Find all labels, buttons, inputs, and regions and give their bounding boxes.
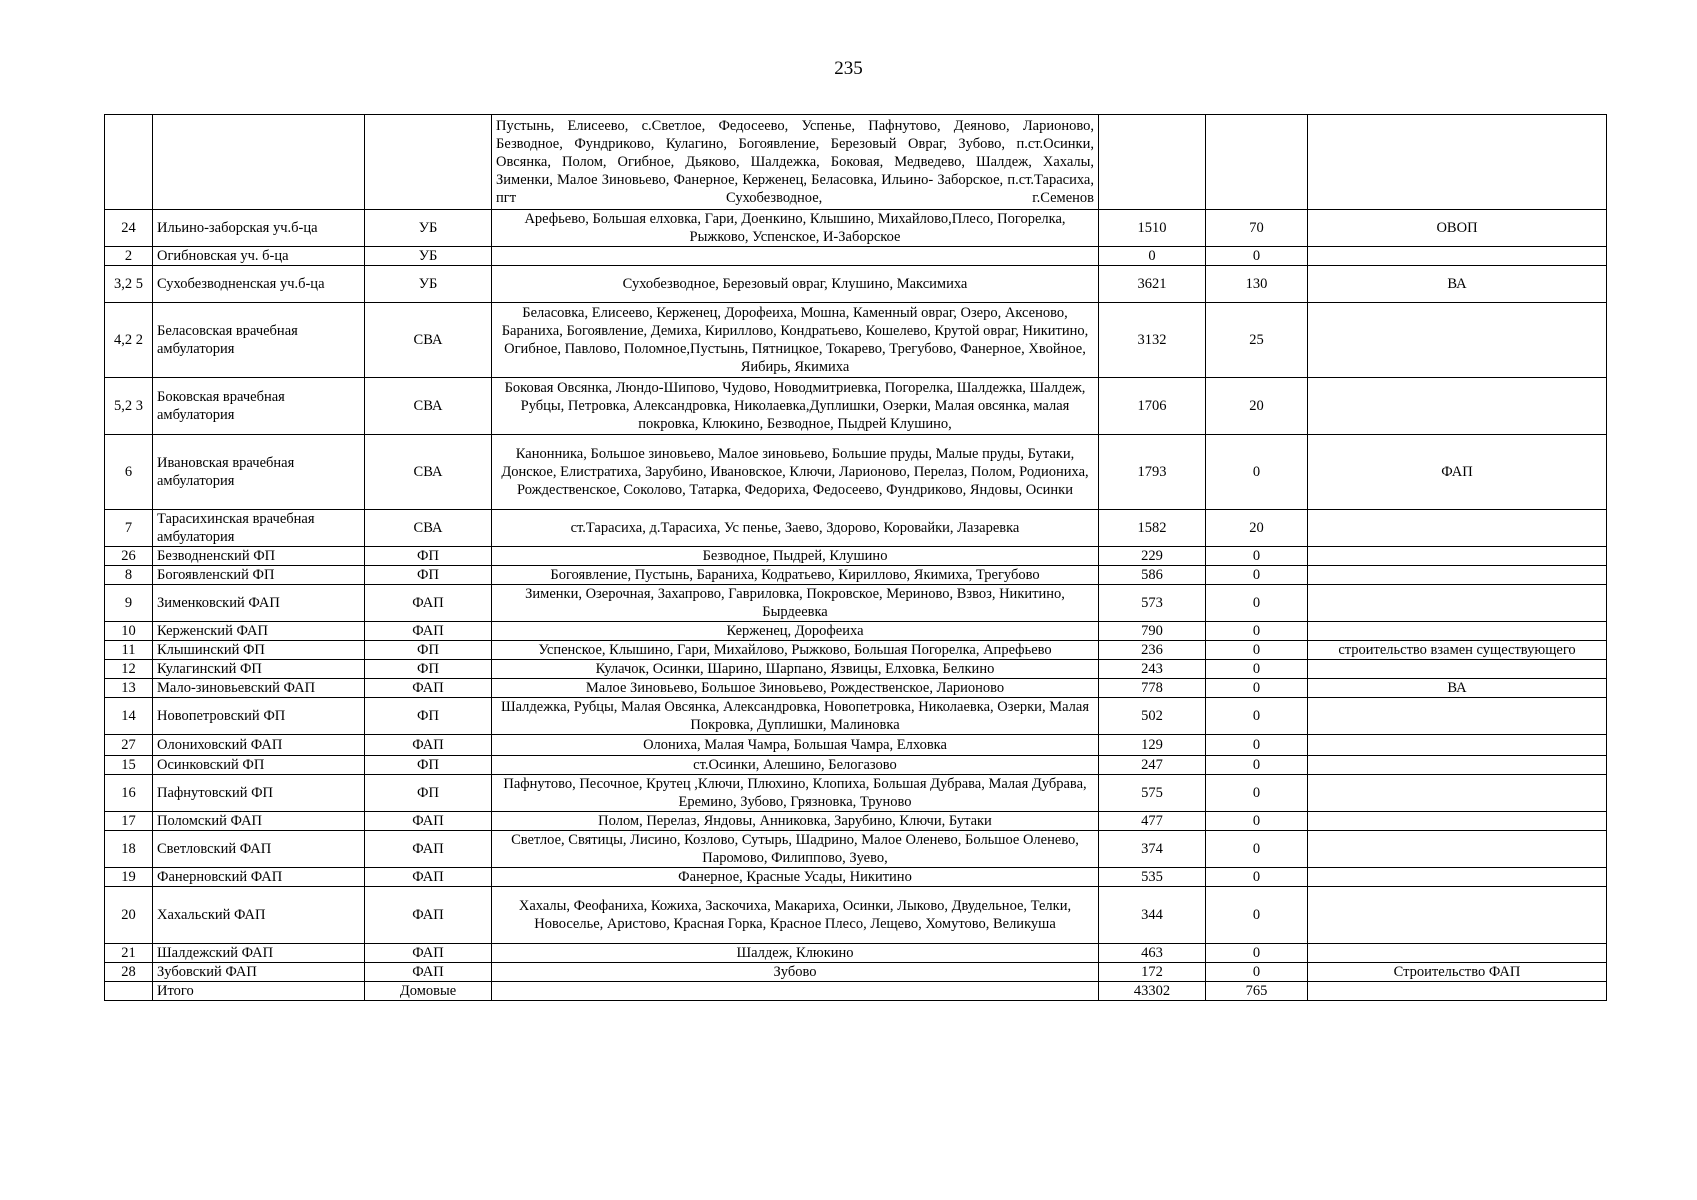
facility-type-cell: ФАП (365, 831, 492, 868)
table-row (105, 266, 1607, 303)
beds-cell: 0 (1206, 247, 1308, 266)
served-settlements-cell: Арефьево, Большая елховка, Гари, Доенкино, Клышино, Михайлово,Плесо, Погорелка, Рыжково, Успенское, И-Заборское (492, 210, 1099, 247)
population-cell: 236 (1099, 641, 1206, 660)
beds-cell: 0 (1206, 963, 1308, 982)
table-row (105, 210, 1607, 247)
served-settlements-cell: ст.Тарасиха, д.Тарасиха, Ус пенье, Заево, Здорово, Коровайки, Лазаревка (492, 510, 1099, 547)
row-number-cell: 9 (105, 585, 153, 622)
facility-name-cell: Зименковский ФАП (153, 585, 365, 622)
served-settlements-cell: Кулачок, Осинки, Шарино, Шарпано, Язвицы, Елховка, Белкино (492, 660, 1099, 679)
note-cell: строительство взамен существующего (1308, 641, 1607, 660)
served-settlements-cell: Полом, Перелаз, Яндовы, Анниковка, Зарубино, Ключи, Бутаки (492, 812, 1099, 831)
facility-type-cell: ФП (365, 641, 492, 660)
facility-name-cell: Безводненский ФП (153, 547, 365, 566)
served-settlements-cell (492, 982, 1099, 1001)
facility-name-cell: Огибновская уч. б-ца (153, 247, 365, 266)
served-settlements-cell: Безводное, Пыдрей, Клушино (492, 547, 1099, 566)
population-cell: 575 (1099, 775, 1206, 812)
page-number: 235 (834, 58, 863, 79)
served-settlements-cell: Зименки, Озерочная, Захапрово, Гавриловка, Покровское, Мериново, Взвоз, Никитино, Бырдеевка (492, 585, 1099, 622)
facility-name-cell (153, 115, 365, 210)
table-row (105, 775, 1607, 812)
served-settlements-cell: Богоявление, Пустынь, Бараниха, Кодратьево, Кириллово, Якимиха, Трегубово (492, 566, 1099, 585)
facility-name-cell: Пафнутовский ФП (153, 775, 365, 812)
beds-cell: 0 (1206, 812, 1308, 831)
facility-type-cell: Домовые (365, 982, 492, 1001)
facility-name-cell: Мало-зиновьевский ФАП (153, 679, 365, 698)
facility-type-cell: ФАП (365, 868, 492, 887)
row-number-cell: 7 (105, 510, 153, 547)
table-row (105, 641, 1607, 660)
note-cell: ОВОП (1308, 210, 1607, 247)
beds-cell: 25 (1206, 303, 1308, 378)
served-settlements-cell: Керженец, Дорофеиха (492, 622, 1099, 641)
facility-name-cell: Шалдежский ФАП (153, 944, 365, 963)
row-number-cell: 3,2 5 (105, 266, 153, 303)
table-body (105, 115, 1607, 1001)
served-settlements-cell: Зубово (492, 963, 1099, 982)
facility-type-cell: ФП (365, 566, 492, 585)
population-cell: 790 (1099, 622, 1206, 641)
table-row (105, 247, 1607, 266)
facility-name-cell: Клышинский ФП (153, 641, 365, 660)
facility-type-cell: ФП (365, 698, 492, 735)
facility-name-cell: Беласовская врачебная амбулатория (153, 303, 365, 378)
beds-cell: 0 (1206, 435, 1308, 510)
served-settlements-cell: Сухобезводное, Березовый овраг, Клушино, Максимиха (492, 266, 1099, 303)
table-row (105, 756, 1607, 775)
note-cell: Строительство ФАП (1308, 963, 1607, 982)
beds-cell: 70 (1206, 210, 1308, 247)
beds-cell: 765 (1206, 982, 1308, 1001)
note-cell (1308, 698, 1607, 735)
facility-type-cell: ФП (365, 775, 492, 812)
served-settlements-cell (492, 247, 1099, 266)
population-cell: 502 (1099, 698, 1206, 735)
facility-type-cell: УБ (365, 210, 492, 247)
row-number-cell: 16 (105, 775, 153, 812)
table-row (105, 566, 1607, 585)
note-cell (1308, 622, 1607, 641)
beds-cell: 0 (1206, 775, 1308, 812)
row-number-cell: 24 (105, 210, 153, 247)
beds-cell: 0 (1206, 585, 1308, 622)
row-number-cell: 17 (105, 812, 153, 831)
note-cell: ВА (1308, 266, 1607, 303)
facility-name-cell: Сухобезводненская уч.б-ца (153, 266, 365, 303)
population-cell: 344 (1099, 887, 1206, 944)
facility-type-cell: ФАП (365, 812, 492, 831)
beds-cell: 0 (1206, 868, 1308, 887)
row-number-cell: 8 (105, 566, 153, 585)
beds-cell: 0 (1206, 566, 1308, 585)
table-row (105, 622, 1607, 641)
table-row (105, 698, 1607, 735)
population-cell: 43302 (1099, 982, 1206, 1001)
beds-cell: 0 (1206, 887, 1308, 944)
served-settlements-cell: Беласовка, Елисеево, Керженец, Дорофеиха, Мошна, Каменный овраг, Озеро, Аксеново, Бараниха, Богоявление, Демиха, Кириллово, Кондратьево, Кошелево, Крутой овраг, Никитино, Огибное, Павлово, Поломное,Пустынь, Пятницкое, Токарево, Трегубово, Фанерное, Хвойное, Яибирь, Якимиха (492, 303, 1099, 378)
beds-cell: 0 (1206, 660, 1308, 679)
table-row (105, 868, 1607, 887)
served-settlements-cell: Хахалы, Феофаниха, Кожиха, Заскочиха, Макариха, Осинки, Лыково, Двудельное, Телки, Новоселье, Аристово, Красная Горка, Красное Плесо, Лещево, Хомутово, Великуша (492, 887, 1099, 944)
facility-name-cell: Кулагинский ФП (153, 660, 365, 679)
beds-cell: 0 (1206, 756, 1308, 775)
served-settlements-cell: Светлое, Святицы, Лисино, Козлово, Сутырь, Шадрино, Малое Оленево, Большое Оленево, Паромово, Филиппово, Зуево, (492, 831, 1099, 868)
population-cell: 1582 (1099, 510, 1206, 547)
note-cell (1308, 756, 1607, 775)
note-cell (1308, 303, 1607, 378)
beds-cell: 0 (1206, 641, 1308, 660)
note-cell (1308, 585, 1607, 622)
note-cell (1308, 775, 1607, 812)
population-cell: 586 (1099, 566, 1206, 585)
facility-type-cell (365, 115, 492, 210)
note-cell: ФАП (1308, 435, 1607, 510)
served-settlements-cell: Пафнутово, Песочное, Крутец ,Ключи, Плюхино, Клопиха, Большая Дубрава, Малая Дубрава, Еремино, Зубово, Грязновка, Труново (492, 775, 1099, 812)
table-row (105, 303, 1607, 378)
note-cell (1308, 247, 1607, 266)
facility-name-cell: Зубовский ФАП (153, 963, 365, 982)
table-row (105, 944, 1607, 963)
facility-type-cell: ФАП (365, 585, 492, 622)
row-number-cell: 6 (105, 435, 153, 510)
facility-type-cell: СВА (365, 378, 492, 435)
facility-type-cell: ФАП (365, 887, 492, 944)
facility-type-cell: УБ (365, 247, 492, 266)
table-row (105, 887, 1607, 944)
facility-type-cell: СВА (365, 303, 492, 378)
row-number-cell: 14 (105, 698, 153, 735)
population-cell: 172 (1099, 963, 1206, 982)
population-cell: 374 (1099, 831, 1206, 868)
row-number-cell: 19 (105, 868, 153, 887)
row-number-cell: 28 (105, 963, 153, 982)
population-cell: 1510 (1099, 210, 1206, 247)
population-cell: 243 (1099, 660, 1206, 679)
beds-cell: 0 (1206, 944, 1308, 963)
row-number-cell: 26 (105, 547, 153, 566)
facility-name-cell: Керженский ФАП (153, 622, 365, 641)
note-cell (1308, 547, 1607, 566)
table-row (105, 585, 1607, 622)
facility-name-cell: Ильино-заборская уч.б-ца (153, 210, 365, 247)
table-row (105, 735, 1607, 756)
row-number-cell: 4,2 2 (105, 303, 153, 378)
population-cell: 247 (1099, 756, 1206, 775)
row-number-cell (105, 982, 153, 1001)
facility-name-cell: Олониховский ФАП (153, 735, 365, 756)
table-row (105, 679, 1607, 698)
facility-type-cell: ФП (365, 756, 492, 775)
row-number-cell: 2 (105, 247, 153, 266)
facility-type-cell: ФАП (365, 622, 492, 641)
beds-cell: 0 (1206, 698, 1308, 735)
facility-type-cell: ФАП (365, 679, 492, 698)
population-cell: 535 (1099, 868, 1206, 887)
note-cell: ВА (1308, 679, 1607, 698)
served-settlements-cell: Олониха, Малая Чамра, Большая Чамра, Елховка (492, 735, 1099, 756)
row-number-cell: 5,2 3 (105, 378, 153, 435)
table-row (105, 378, 1607, 435)
served-settlements-cell: Шалдеж, Клюкино (492, 944, 1099, 963)
population-cell: 3621 (1099, 266, 1206, 303)
population-cell (1099, 115, 1206, 210)
facility-name-cell: Богоявленский ФП (153, 566, 365, 585)
row-number-cell: 12 (105, 660, 153, 679)
note-cell (1308, 887, 1607, 944)
beds-cell: 0 (1206, 622, 1308, 641)
row-number-cell: 27 (105, 735, 153, 756)
facility-name-cell: Ивановская врачебная амбулатория (153, 435, 365, 510)
row-number-cell: 20 (105, 887, 153, 944)
served-settlements-cell: Пустынь, Елисеево, с.Светлое, Федосеево, Успенье, Пафнутово, Деяново, Ларионово, Безводное, Фундриково, Кулагино, Богоявление, Березовый Овраг, Зубово, п.ст.Осинки, Овсянка, Полом, Огибное, Дьяково, Шалдежка, Боковая, Медведево, Шалдеж, Хахалы, Зименки, Малое Зиновьево, Фанерное, Керженец, Беласовка, Ильино- Заборское, п.ст.Тарасиха, пгт Сухобезводное, г.Семенов (492, 115, 1099, 210)
note-cell (1308, 115, 1607, 210)
served-settlements-cell: Канонника, Большое зиновьево, Малое зиновьево, Большие пруды, Малые пруды, Бутаки, Донское, Елистратиха, Зарубино, Ивановское, Ключи, Ларионово, Перелаз, Полом, Родиониха, Рождественское, Соколово, Татарка, Федориха, Федосеево, Фундриково, Яндовы, Осинки (492, 435, 1099, 510)
population-cell: 1706 (1099, 378, 1206, 435)
note-cell (1308, 378, 1607, 435)
note-cell (1308, 660, 1607, 679)
served-settlements-cell: Успенское, Клышино, Гари, Михайлово, Рыжково, Большая Погорелка, Апрефьево (492, 641, 1099, 660)
facility-type-cell: ФАП (365, 944, 492, 963)
served-settlements-cell: Шалдежка, Рубцы, Малая Овсянка, Александровка, Новопетровка, Николаевка, Озерки, Малая Покровка, Дуплишки, Малиновка (492, 698, 1099, 735)
row-number-cell: 10 (105, 622, 153, 641)
beds-cell: 20 (1206, 510, 1308, 547)
table-row (105, 660, 1607, 679)
population-cell: 3132 (1099, 303, 1206, 378)
table-row (105, 963, 1607, 982)
table-row (105, 510, 1607, 547)
population-cell: 229 (1099, 547, 1206, 566)
population-cell: 463 (1099, 944, 1206, 963)
row-number-cell: 18 (105, 831, 153, 868)
facility-name-cell: Итого (153, 982, 365, 1001)
facility-type-cell: ФАП (365, 963, 492, 982)
note-cell (1308, 812, 1607, 831)
beds-cell (1206, 115, 1308, 210)
beds-cell: 0 (1206, 735, 1308, 756)
table-row (105, 547, 1607, 566)
facility-type-cell: УБ (365, 266, 492, 303)
beds-cell: 130 (1206, 266, 1308, 303)
served-settlements-cell: Малое Зиновьево, Большое Зиновьево, Рождественское, Ларионово (492, 679, 1099, 698)
note-cell (1308, 831, 1607, 868)
facility-name-cell: Фанерновский ФАП (153, 868, 365, 887)
row-number-cell (105, 115, 153, 210)
facility-table (104, 114, 1607, 1001)
facility-type-cell: ФАП (365, 735, 492, 756)
table-row (105, 115, 1607, 210)
population-cell: 573 (1099, 585, 1206, 622)
table-row (105, 435, 1607, 510)
facility-name-cell: Боковская врачебная амбулатория (153, 378, 365, 435)
row-number-cell: 13 (105, 679, 153, 698)
row-number-cell: 15 (105, 756, 153, 775)
facility-type-cell: СВА (365, 510, 492, 547)
beds-cell: 0 (1206, 831, 1308, 868)
facility-name-cell: Поломский ФАП (153, 812, 365, 831)
note-cell (1308, 868, 1607, 887)
facility-type-cell: ФП (365, 547, 492, 566)
served-settlements-cell: ст.Осинки, Алешино, Белогазово (492, 756, 1099, 775)
beds-cell: 20 (1206, 378, 1308, 435)
facility-name-cell: Новопетровский ФП (153, 698, 365, 735)
population-cell: 1793 (1099, 435, 1206, 510)
beds-cell: 0 (1206, 679, 1308, 698)
facility-type-cell: СВА (365, 435, 492, 510)
row-number-cell: 21 (105, 944, 153, 963)
row-number-cell: 11 (105, 641, 153, 660)
population-cell: 129 (1099, 735, 1206, 756)
population-cell: 0 (1099, 247, 1206, 266)
note-cell (1308, 735, 1607, 756)
note-cell (1308, 566, 1607, 585)
served-settlements-cell: Фанерное, Красные Усады, Никитино (492, 868, 1099, 887)
population-cell: 477 (1099, 812, 1206, 831)
facility-name-cell: Хахальский ФАП (153, 887, 365, 944)
facility-name-cell: Осинковский ФП (153, 756, 365, 775)
table-row (105, 831, 1607, 868)
total-row (105, 982, 1607, 1001)
note-cell (1308, 944, 1607, 963)
facility-type-cell: ФП (365, 660, 492, 679)
facility-name-cell: Тарасихинская врачебная амбулатория (153, 510, 365, 547)
table-row (105, 812, 1607, 831)
facility-name-cell: Светловский ФАП (153, 831, 365, 868)
note-cell (1308, 510, 1607, 547)
population-cell: 778 (1099, 679, 1206, 698)
note-cell (1308, 982, 1607, 1001)
beds-cell: 0 (1206, 547, 1308, 566)
served-settlements-cell: Боковая Овсянка, Люндо-Шипово, Чудово, Новодмитриевка, Погорелка, Шалдежка, Шалдеж, Рубцы, Петровка, Александровка, Николаевка,Дуплишки, Озерки, Малая овсянка, малая покровка, Клюкино, Безводное, Пыдрей Клушино, (492, 378, 1099, 435)
